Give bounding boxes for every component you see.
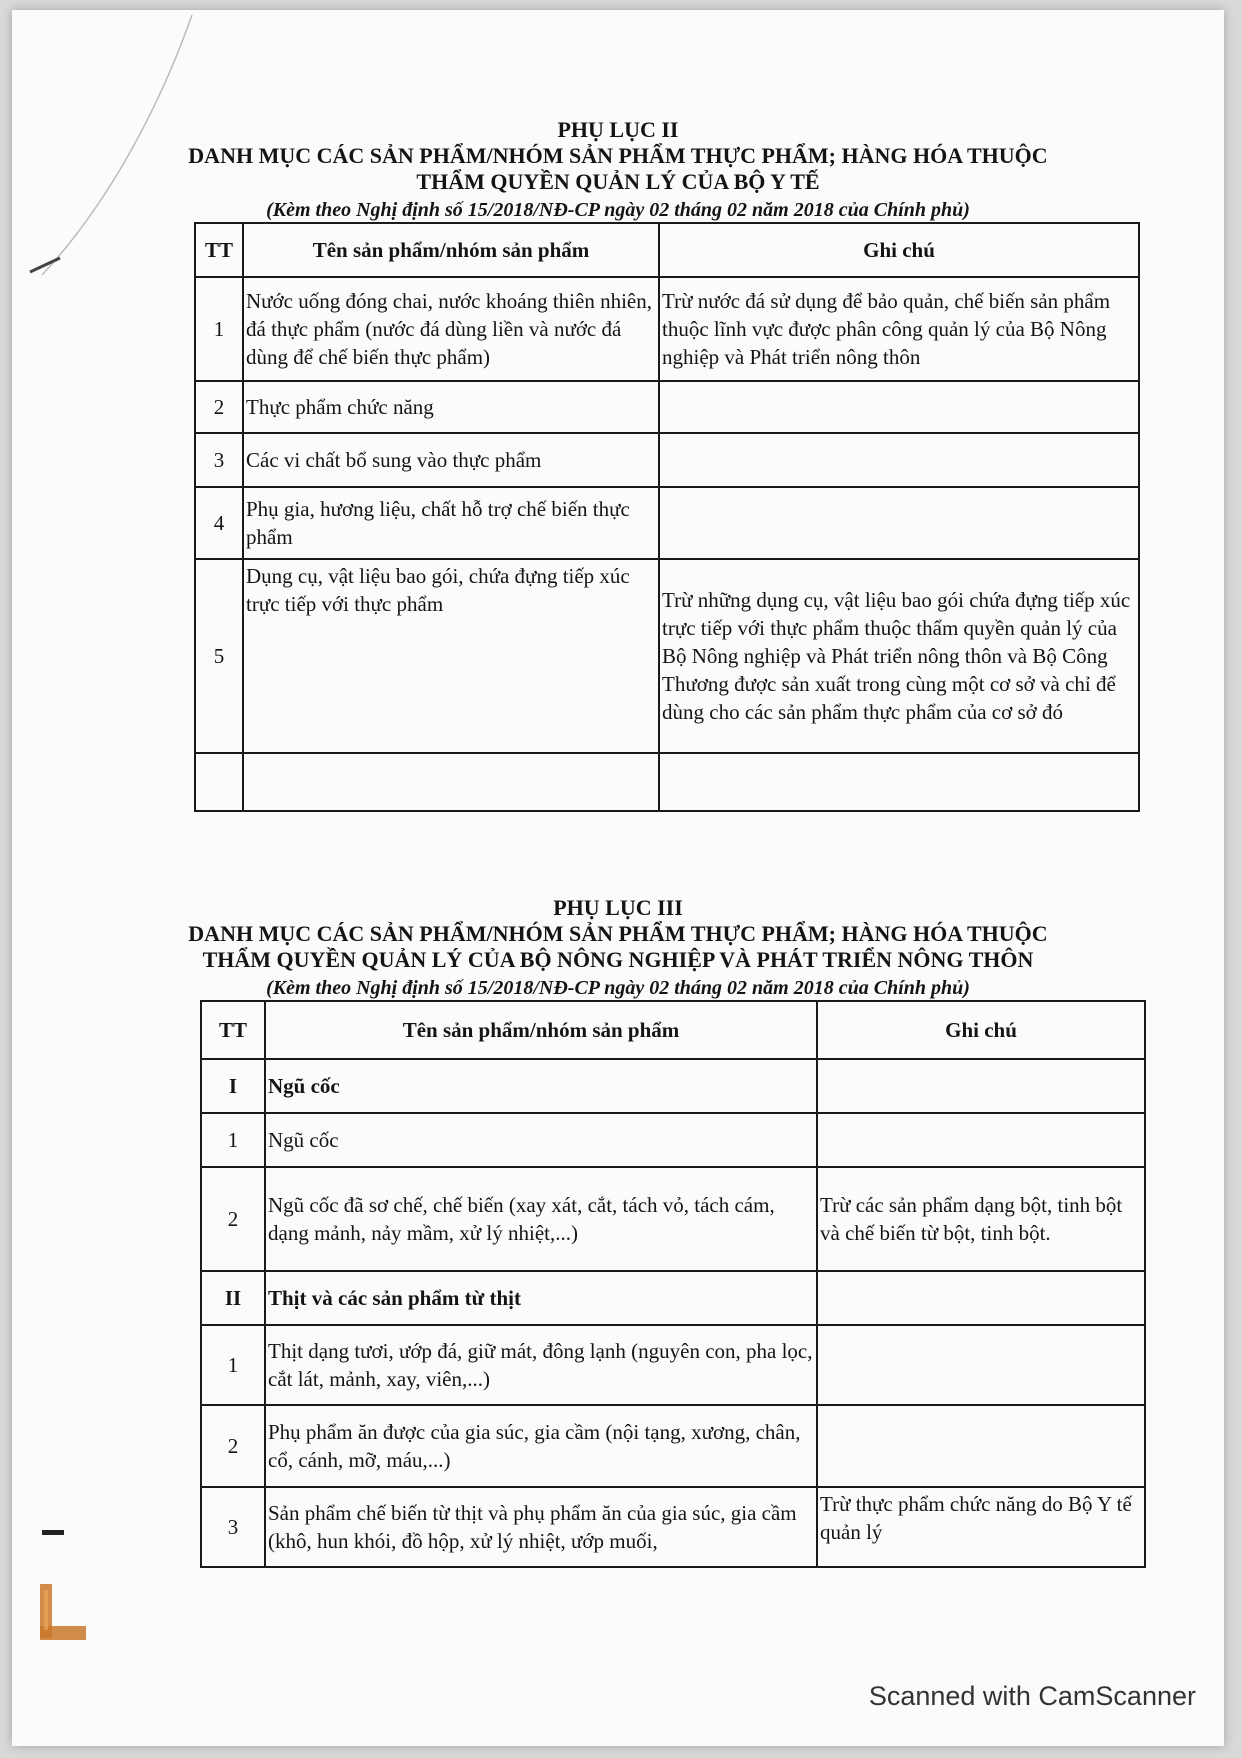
row-name: Phụ gia, hương liệu, chất hỗ trợ chế biến thực phẩm [243,487,659,559]
row-note: Trừ những dụng cụ, vật liệu bao gói chứa đựng tiếp xúc trực tiếp với thực phẩm thuộc thẩm quyền quản lý của Bộ Nông nghiệp và Phát triển nông thôn và Bộ Công Thương được sản xuất trong cùng một cơ sở và chỉ để dùng cho các sản phẩm thực phẩm của cơ sở đó [659,559,1139,753]
row-name: Các vi chất bổ sung vào thực phẩm [243,433,659,487]
row-name: Phụ phẩm ăn được của gia súc, gia cầm (nội tạng, xương, chân, cổ, cánh, mỡ, máu,...) [265,1405,817,1487]
row-note: Trừ nước đá sử dụng để bảo quản, chế biến sản phẩm thuộc lĩnh vực được phân công quản lý của Bộ Nông nghiệp và Phát triển nông thôn [659,277,1139,381]
appendix-2-subtitle: (Kèm theo Nghị định số 15/2018/NĐ-CP ngày 02 tháng 02 năm 2018 của Chính phủ) [266,199,970,221]
appendix-2-title: PHỤ LỤC II [557,117,679,142]
row-note [817,1325,1145,1405]
row-number: 2 [195,381,243,433]
appendix-3-table [200,1000,1146,1568]
margin-dash-mark [42,1530,64,1535]
column-header-name: Tên sản phẩm/nhóm sản phẩm [265,1001,817,1059]
appendix-3-heading-line-2: THẨM QUYỀN QUẢN LÝ CỦA BỘ NÔNG NGHIỆP VÀ PHÁT TRIỂN NÔNG THÔN [202,947,1034,972]
table-row [201,1487,1145,1567]
row-note [659,487,1139,559]
table-header-row [201,1001,1145,1059]
table-header-row [195,223,1139,277]
table-row [195,381,1139,433]
appendix-3-heading-line-1: DANH MỤC CÁC SẢN PHẨM/NHÓM SẢN PHẨM THỰC PHẨM; HÀNG HÓA THUỘC [188,921,1048,946]
row-number: II [201,1271,265,1325]
row-number: 3 [201,1487,265,1567]
row-note [817,1059,1145,1113]
appendix-2-heading-line-2: THẨM QUYỀN QUẢN LÝ CỦA BỘ Y TẾ [416,169,820,194]
row-name: Thực phẩm chức năng [243,381,659,433]
row-name: Ngũ cốc [265,1059,817,1113]
column-header-note: Ghi chú [659,223,1139,277]
row-number: 1 [201,1325,265,1405]
column-header-name: Tên sản phẩm/nhóm sản phẩm [243,223,659,277]
table-row-category [201,1059,1145,1113]
table-row [195,559,1139,753]
table-row [195,487,1139,559]
row-name: Sản phẩm chế biến từ thịt và phụ phẩm ăn của gia súc, gia cầm (khô, hun khói, đồ hộp, xử lý nhiệt, ướp muối, [265,1487,817,1567]
table-row-category [201,1271,1145,1325]
appendix-3-subtitle: (Kèm theo Nghị định số 15/2018/NĐ-CP ngày 02 tháng 02 năm 2018 của Chính phủ) [266,977,970,999]
margin-stamp-mark [26,1582,90,1646]
row-note: Trừ thực phẩm chức năng do Bộ Y tế quản lý [817,1487,1145,1567]
row-name: Nước uống đóng chai, nước khoáng thiên nhiên, đá thực phẩm (nước đá dùng liền và nước đá dùng để chế biến thực phẩm) [243,277,659,381]
camscanner-footer: Scanned with CamScanner [868,1681,1196,1711]
table-row-empty [195,753,1139,811]
row-note [817,1405,1145,1487]
row-number: 2 [201,1167,265,1271]
table-row [201,1325,1145,1405]
row-name: Ngũ cốc [265,1113,817,1167]
row-name: Dụng cụ, vật liệu bao gói, chứa đựng tiếp xúc trực tiếp với thực phẩm [243,559,659,753]
column-header-note: Ghi chú [817,1001,1145,1059]
row-number: 1 [195,277,243,381]
appendix-3-title: PHỤ LỤC III [553,895,683,920]
column-header-tt: TT [195,223,243,277]
table-row [201,1113,1145,1167]
appendix-2-table [194,222,1140,812]
row-name: Thịt và các sản phẩm từ thịt [265,1271,817,1325]
row-number: 1 [201,1113,265,1167]
row-number: 5 [195,559,243,753]
row-note: Trừ các sản phẩm dạng bột, tinh bột và chế biến từ bột, tinh bột. [817,1167,1145,1271]
row-name: Ngũ cốc đã sơ chế, chế biến (xay xát, cắt, tách vỏ, tách cám, dạng mảnh, nảy mầm, xử lý nhiệt,...) [265,1167,817,1271]
row-note [659,381,1139,433]
row-number: 4 [195,487,243,559]
row-number: I [201,1059,265,1113]
table-row [201,1405,1145,1487]
appendix-2-heading-line-1: DANH MỤC CÁC SẢN PHẨM/NHÓM SẢN PHẨM THỰC PHẨM; HÀNG HÓA THUỘC [188,143,1048,168]
row-number: 3 [195,433,243,487]
table-row [195,433,1139,487]
table-row [195,277,1139,381]
column-header-tt: TT [201,1001,265,1059]
row-note [659,433,1139,487]
row-name: Thịt dạng tươi, ướp đá, giữ mát, đông lạnh (nguyên con, pha lọc, cắt lát, mảnh, xay, viên,...) [265,1325,817,1405]
row-note [817,1271,1145,1325]
row-note [817,1113,1145,1167]
table-row [201,1167,1145,1271]
scanned-page [12,10,1224,1746]
row-number: 2 [201,1405,265,1487]
